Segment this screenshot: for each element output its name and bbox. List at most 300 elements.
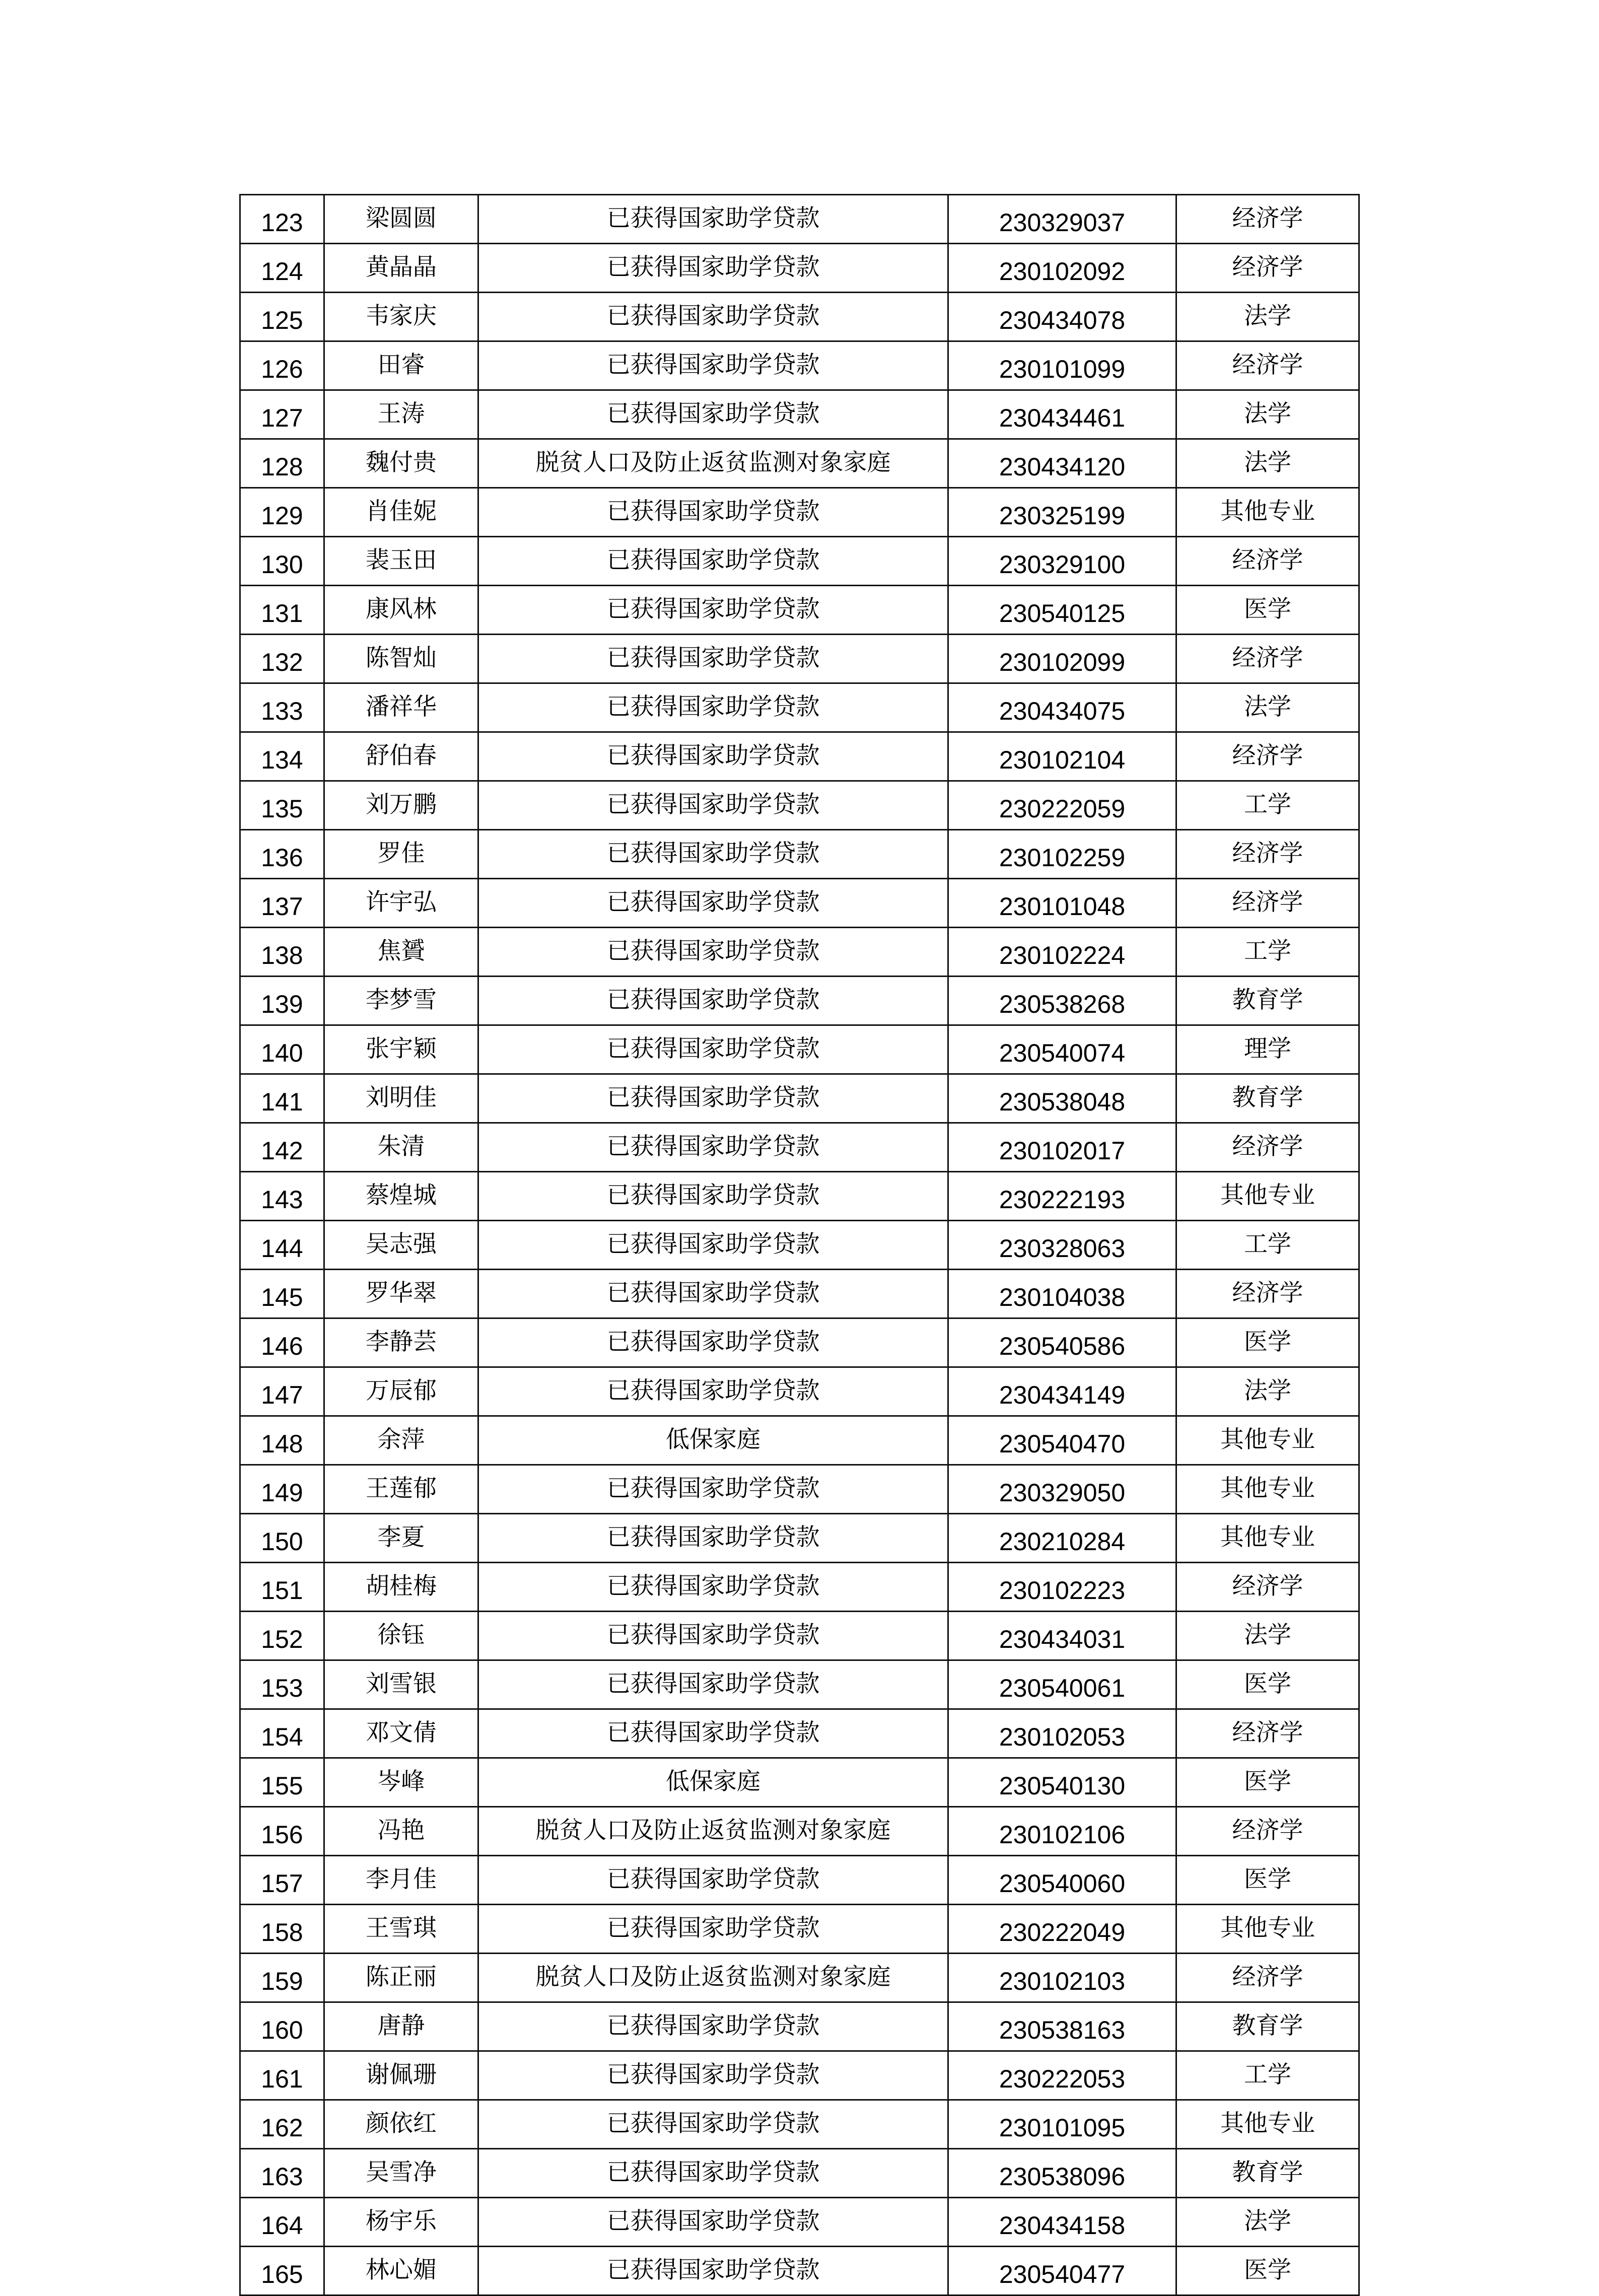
aid-category-cell — [478, 195, 948, 244]
student-name-text: 唐静 — [377, 2011, 425, 2040]
aid-category-cell — [478, 732, 948, 781]
student-id-cell: 230222193 — [948, 1172, 1176, 1221]
student-name-cell — [324, 1954, 478, 2002]
student-name-cell — [324, 195, 478, 244]
student-name-text: 王莲郁 — [366, 1474, 437, 1502]
table-row — [240, 1221, 1359, 1270]
major-cell — [1176, 1318, 1359, 1367]
aid-category-text: 已获得国家助学贷款 — [606, 692, 820, 721]
aid-category-text: 已获得国家助学贷款 — [606, 2109, 820, 2137]
major-cell — [1176, 2149, 1359, 2198]
table-row — [240, 1563, 1359, 1612]
aid-category-cell — [478, 1905, 948, 1954]
major-text: 其他专业 — [1220, 1181, 1315, 1209]
aid-category-cell — [478, 1563, 948, 1612]
student-name-text: 焦贇 — [377, 937, 425, 965]
row-number-cell: 150 — [240, 1514, 324, 1563]
major-text: 理学 — [1244, 1034, 1291, 1063]
major-cell — [1176, 1807, 1359, 1856]
major-text: 工学 — [1244, 2060, 1291, 2089]
row-number-cell: 144 — [240, 1221, 324, 1270]
student-name-cell — [324, 781, 478, 830]
major-cell — [1176, 2198, 1359, 2247]
student-name-text: 刘万鹏 — [366, 790, 437, 818]
student-id-cell: 230102104 — [948, 732, 1176, 781]
major-text: 医学 — [1244, 1328, 1291, 1356]
student-id-cell: 230434461 — [948, 390, 1176, 439]
row-number-cell: 135 — [240, 781, 324, 830]
table-row — [240, 1367, 1359, 1416]
aid-category-text: 已获得国家助学贷款 — [606, 1865, 820, 1893]
major-text: 医学 — [1244, 2256, 1291, 2284]
student-name-cell — [324, 977, 478, 1025]
aid-category-cell — [478, 1172, 948, 1221]
aid-category-cell — [478, 1709, 948, 1758]
major-text: 教育学 — [1232, 1083, 1303, 1111]
major-cell — [1176, 928, 1359, 977]
aid-category-cell — [478, 537, 948, 586]
aid-category-text: 已获得国家助学贷款 — [606, 1523, 820, 1551]
aid-category-cell — [478, 488, 948, 537]
row-number-cell: 129 — [240, 488, 324, 537]
student-id-cell: 230538048 — [948, 1074, 1176, 1123]
table-row — [240, 1807, 1359, 1856]
major-text: 医学 — [1244, 1865, 1291, 1893]
student-name-text: 裴玉田 — [366, 546, 437, 574]
major-cell — [1176, 879, 1359, 928]
major-text: 经济学 — [1232, 888, 1303, 916]
student-name-cell — [324, 1367, 478, 1416]
major-cell — [1176, 781, 1359, 830]
student-name-cell — [324, 439, 478, 488]
student-id-cell: 230540470 — [948, 1416, 1176, 1465]
aid-category-cell — [478, 683, 948, 732]
aid-category-cell — [478, 293, 948, 341]
row-number-cell: 143 — [240, 1172, 324, 1221]
major-cell — [1176, 293, 1359, 341]
aid-category-text: 已获得国家助学贷款 — [606, 2158, 820, 2186]
student-name-text: 潘祥华 — [366, 692, 437, 721]
major-cell — [1176, 977, 1359, 1025]
table-row — [240, 732, 1359, 781]
student-name-cell — [324, 293, 478, 341]
student-name-text: 罗佳 — [377, 839, 425, 867]
student-name-cell — [324, 390, 478, 439]
student-name-cell — [324, 2247, 478, 2295]
student-name-cell — [324, 683, 478, 732]
aid-category-text: 已获得国家助学贷款 — [606, 1621, 820, 1649]
student-name-cell — [324, 244, 478, 293]
student-name-cell — [324, 1172, 478, 1221]
major-text: 法学 — [1244, 302, 1291, 330]
aid-category-cell — [478, 1367, 948, 1416]
row-number-cell: 159 — [240, 1954, 324, 2002]
student-name-text: 刘雪银 — [366, 1669, 437, 1698]
major-text: 其他专业 — [1220, 2109, 1315, 2137]
major-cell — [1176, 488, 1359, 537]
row-number-cell: 158 — [240, 1905, 324, 1954]
aid-category-text: 已获得国家助学贷款 — [606, 546, 820, 574]
major-cell — [1176, 390, 1359, 439]
table-row — [240, 1856, 1359, 1905]
student-id-cell: 230434120 — [948, 439, 1176, 488]
major-text: 法学 — [1244, 1621, 1291, 1649]
student-id-cell: 230540074 — [948, 1025, 1176, 1074]
student-name-text: 胡桂梅 — [366, 1572, 437, 1600]
aid-category-cell — [478, 1660, 948, 1709]
student-id-cell: 230538163 — [948, 2002, 1176, 2051]
student-name-text: 朱清 — [377, 1132, 425, 1160]
major-cell — [1176, 244, 1359, 293]
table-row — [240, 1172, 1359, 1221]
aid-category-text: 已获得国家助学贷款 — [606, 1279, 820, 1307]
major-text: 工学 — [1244, 937, 1291, 965]
student-id-cell: 230102106 — [948, 1807, 1176, 1856]
row-number-cell: 157 — [240, 1856, 324, 1905]
student-id-cell: 230222049 — [948, 1905, 1176, 1954]
student-id-cell: 230101095 — [948, 2100, 1176, 2149]
student-id-cell: 230434078 — [948, 293, 1176, 341]
table-row — [240, 1954, 1359, 2002]
student-name-text: 吴雪净 — [366, 2158, 437, 2186]
table-row — [240, 293, 1359, 341]
student-name-text: 林心媚 — [366, 2256, 437, 2284]
major-text: 法学 — [1244, 2207, 1291, 2235]
table-row — [240, 928, 1359, 977]
aid-category-text: 脱贫人口及防止返贫监测对象家庭 — [535, 1816, 891, 1844]
row-number-cell: 136 — [240, 830, 324, 879]
aid-category-text: 已获得国家助学贷款 — [606, 839, 820, 867]
aid-category-text: 已获得国家助学贷款 — [606, 399, 820, 428]
aid-category-text: 脱贫人口及防止返贫监测对象家庭 — [535, 448, 891, 476]
student-name-text: 许宇弘 — [366, 888, 437, 916]
student-id-cell: 230102017 — [948, 1123, 1176, 1172]
student-name-text: 舒伯春 — [366, 741, 437, 770]
student-name-cell — [324, 2198, 478, 2247]
table-row — [240, 635, 1359, 683]
row-number-cell: 125 — [240, 293, 324, 341]
aid-category-text: 已获得国家助学贷款 — [606, 986, 820, 1014]
major-cell — [1176, 1172, 1359, 1221]
student-name-text: 余萍 — [377, 1425, 425, 1453]
major-text: 经济学 — [1232, 1963, 1303, 1991]
aid-category-cell — [478, 2247, 948, 2295]
major-text: 经济学 — [1232, 546, 1303, 574]
aid-category-text: 已获得国家助学贷款 — [606, 497, 820, 525]
student-id-cell: 230325199 — [948, 488, 1176, 537]
student-name-cell — [324, 1270, 478, 1318]
aid-category-cell — [478, 2002, 948, 2051]
student-name-cell — [324, 586, 478, 635]
major-cell — [1176, 1856, 1359, 1905]
major-text: 教育学 — [1232, 2158, 1303, 2186]
row-number-cell: 155 — [240, 1758, 324, 1807]
student-name-cell — [324, 879, 478, 928]
aid-category-text: 已获得国家助学贷款 — [606, 1230, 820, 1258]
row-number-cell: 164 — [240, 2198, 324, 2247]
major-cell — [1176, 2002, 1359, 2051]
student-name-text: 谢佩珊 — [366, 2060, 437, 2089]
student-name-text: 蔡煌城 — [366, 1181, 437, 1209]
major-text: 经济学 — [1232, 1279, 1303, 1307]
row-number-cell: 154 — [240, 1709, 324, 1758]
major-cell — [1176, 1758, 1359, 1807]
major-text: 经济学 — [1232, 644, 1303, 672]
aid-category-cell — [478, 439, 948, 488]
major-cell — [1176, 2247, 1359, 2295]
major-cell — [1176, 2051, 1359, 2100]
major-text: 其他专业 — [1220, 1474, 1315, 1502]
student-name-cell — [324, 635, 478, 683]
aid-category-text: 低保家庭 — [666, 1425, 760, 1453]
student-id-cell: 230222053 — [948, 2051, 1176, 2100]
aid-category-text: 已获得国家助学贷款 — [606, 1181, 820, 1209]
major-cell — [1176, 683, 1359, 732]
student-name-cell — [324, 1905, 478, 1954]
table-row — [240, 341, 1359, 390]
student-id-cell: 230329037 — [948, 195, 1176, 244]
student-name-text: 刘明佳 — [366, 1083, 437, 1111]
student-name-text: 张宇颖 — [366, 1034, 437, 1063]
student-id-cell: 230104038 — [948, 1270, 1176, 1318]
table-row — [240, 1123, 1359, 1172]
student-name-cell — [324, 2100, 478, 2149]
aid-category-text: 已获得国家助学贷款 — [606, 888, 820, 916]
student-id-cell: 230102224 — [948, 928, 1176, 977]
row-number-cell: 162 — [240, 2100, 324, 2149]
student-name-text: 杨宇乐 — [366, 2207, 437, 2235]
student-name-cell — [324, 732, 478, 781]
student-id-cell: 230538096 — [948, 2149, 1176, 2198]
major-cell — [1176, 1514, 1359, 1563]
table-row — [240, 244, 1359, 293]
aid-category-text: 已获得国家助学贷款 — [606, 644, 820, 672]
major-text: 其他专业 — [1220, 1425, 1315, 1453]
major-text: 法学 — [1244, 1376, 1291, 1405]
student-name-cell — [324, 2002, 478, 2051]
aid-category-text: 已获得国家助学贷款 — [606, 595, 820, 623]
row-number-cell: 132 — [240, 635, 324, 683]
aid-category-text: 已获得国家助学贷款 — [606, 302, 820, 330]
aid-category-cell — [478, 1221, 948, 1270]
major-text: 医学 — [1244, 1767, 1291, 1795]
major-cell — [1176, 1709, 1359, 1758]
student-name-text: 康风林 — [366, 595, 437, 623]
major-cell — [1176, 341, 1359, 390]
row-number-cell: 149 — [240, 1465, 324, 1514]
student-name-text: 李月佳 — [366, 1865, 437, 1893]
student-name-cell — [324, 537, 478, 586]
aid-category-cell — [478, 1954, 948, 2002]
major-cell — [1176, 586, 1359, 635]
table-body — [240, 195, 1359, 2295]
aid-category-text: 已获得国家助学贷款 — [606, 1474, 820, 1502]
row-number-cell: 160 — [240, 2002, 324, 2051]
student-name-cell — [324, 1807, 478, 1856]
aid-category-text: 已获得国家助学贷款 — [606, 1376, 820, 1405]
aid-category-cell — [478, 1123, 948, 1172]
student-name-cell — [324, 1758, 478, 1807]
table-row — [240, 2198, 1359, 2247]
major-text: 经济学 — [1232, 1132, 1303, 1160]
aid-category-cell — [478, 928, 948, 977]
major-cell — [1176, 439, 1359, 488]
student-id-cell: 230540060 — [948, 1856, 1176, 1905]
aid-category-cell — [478, 1856, 948, 1905]
row-number-cell: 146 — [240, 1318, 324, 1367]
table-row — [240, 1905, 1359, 1954]
student-name-cell — [324, 488, 478, 537]
student-aid-table — [239, 194, 1360, 2296]
aid-category-cell — [478, 977, 948, 1025]
student-id-cell: 230329100 — [948, 537, 1176, 586]
major-cell — [1176, 1465, 1359, 1514]
major-text: 医学 — [1244, 1669, 1291, 1698]
student-name-text: 邓文倩 — [366, 1718, 437, 1747]
major-text: 经济学 — [1232, 839, 1303, 867]
row-number-cell: 152 — [240, 1612, 324, 1660]
aid-category-text: 低保家庭 — [666, 1767, 760, 1795]
table-row — [240, 2002, 1359, 2051]
table-row — [240, 537, 1359, 586]
student-name-text: 李梦雪 — [366, 986, 437, 1014]
major-text: 法学 — [1244, 399, 1291, 428]
student-id-cell: 230222059 — [948, 781, 1176, 830]
row-number-cell: 140 — [240, 1025, 324, 1074]
aid-category-cell — [478, 586, 948, 635]
aid-category-text: 已获得国家助学贷款 — [606, 2256, 820, 2284]
aid-category-cell — [478, 1807, 948, 1856]
row-number-cell: 145 — [240, 1270, 324, 1318]
aid-category-text: 已获得国家助学贷款 — [606, 790, 820, 818]
table-row — [240, 1758, 1359, 1807]
row-number-cell: 161 — [240, 2051, 324, 2100]
aid-category-cell — [478, 1074, 948, 1123]
student-name-text: 徐钰 — [377, 1621, 425, 1649]
aid-category-text: 已获得国家助学贷款 — [606, 1132, 820, 1160]
table-row — [240, 1514, 1359, 1563]
major-cell — [1176, 1563, 1359, 1612]
student-name-cell — [324, 1514, 478, 1563]
student-name-cell — [324, 341, 478, 390]
major-cell — [1176, 1270, 1359, 1318]
table-row — [240, 1025, 1359, 1074]
major-text: 法学 — [1244, 692, 1291, 721]
aid-category-cell — [478, 2051, 948, 2100]
student-name-text: 魏付贵 — [366, 448, 437, 476]
table-row — [240, 1612, 1359, 1660]
student-name-cell — [324, 1856, 478, 1905]
student-name-cell — [324, 1025, 478, 1074]
row-number-cell: 123 — [240, 195, 324, 244]
table-row — [240, 195, 1359, 244]
table-row — [240, 2247, 1359, 2295]
aid-category-text: 已获得国家助学贷款 — [606, 1328, 820, 1356]
student-name-text: 万辰郁 — [366, 1376, 437, 1405]
aid-category-text: 已获得国家助学贷款 — [606, 1914, 820, 1942]
student-id-cell: 230102103 — [948, 1954, 1176, 2002]
table-row — [240, 1318, 1359, 1367]
major-text: 医学 — [1244, 595, 1291, 623]
aid-category-text: 已获得国家助学贷款 — [606, 204, 820, 232]
student-name-cell — [324, 2149, 478, 2198]
major-cell — [1176, 1612, 1359, 1660]
student-id-cell: 230329050 — [948, 1465, 1176, 1514]
student-id-cell: 230102259 — [948, 830, 1176, 879]
row-number-cell: 165 — [240, 2247, 324, 2295]
student-name-cell — [324, 1612, 478, 1660]
table-row — [240, 1465, 1359, 1514]
major-cell — [1176, 537, 1359, 586]
table-row — [240, 1416, 1359, 1465]
aid-category-cell — [478, 1025, 948, 1074]
row-number-cell: 153 — [240, 1660, 324, 1709]
major-cell — [1176, 732, 1359, 781]
student-name-cell — [324, 1660, 478, 1709]
aid-category-text: 已获得国家助学贷款 — [606, 937, 820, 965]
row-number-cell: 134 — [240, 732, 324, 781]
aid-category-text: 已获得国家助学贷款 — [606, 253, 820, 281]
student-id-cell: 230102099 — [948, 635, 1176, 683]
major-text: 教育学 — [1232, 986, 1303, 1014]
major-text: 经济学 — [1232, 204, 1303, 232]
student-id-cell: 230101048 — [948, 879, 1176, 928]
aid-category-cell — [478, 341, 948, 390]
student-name-text: 颜依红 — [366, 2109, 437, 2137]
table-row — [240, 488, 1359, 537]
row-number-cell: 138 — [240, 928, 324, 977]
student-name-cell — [324, 1074, 478, 1123]
aid-category-cell — [478, 2100, 948, 2149]
student-name-text: 王雪琪 — [366, 1914, 437, 1942]
major-text: 教育学 — [1232, 2011, 1303, 2040]
aid-category-cell — [478, 830, 948, 879]
student-name-cell — [324, 1123, 478, 1172]
student-name-text: 黄晶晶 — [366, 253, 437, 281]
aid-category-text: 已获得国家助学贷款 — [606, 1669, 820, 1698]
table-row — [240, 977, 1359, 1025]
aid-category-cell — [478, 1270, 948, 1318]
major-cell — [1176, 1367, 1359, 1416]
major-cell — [1176, 195, 1359, 244]
major-text: 法学 — [1244, 448, 1291, 476]
student-name-text: 罗华翠 — [366, 1279, 437, 1307]
row-number-cell: 148 — [240, 1416, 324, 1465]
aid-category-text: 已获得国家助学贷款 — [606, 351, 820, 379]
row-number-cell: 126 — [240, 341, 324, 390]
table-row — [240, 830, 1359, 879]
student-id-cell: 230102223 — [948, 1563, 1176, 1612]
aid-category-text: 已获得国家助学贷款 — [606, 2011, 820, 2040]
major-cell — [1176, 1660, 1359, 1709]
aid-category-text: 已获得国家助学贷款 — [606, 1572, 820, 1600]
row-number-cell: 127 — [240, 390, 324, 439]
student-name-cell — [324, 1221, 478, 1270]
major-cell — [1176, 1954, 1359, 2002]
aid-category-cell — [478, 879, 948, 928]
major-text: 经济学 — [1232, 1718, 1303, 1747]
student-name-text: 吴志强 — [366, 1230, 437, 1258]
aid-category-cell — [478, 1416, 948, 1465]
aid-category-cell — [478, 1514, 948, 1563]
student-name-text: 陈智灿 — [366, 644, 437, 672]
student-id-cell: 230434075 — [948, 683, 1176, 732]
student-name-text: 李静芸 — [366, 1328, 437, 1356]
student-id-cell: 230434149 — [948, 1367, 1176, 1416]
aid-category-text: 已获得国家助学贷款 — [606, 1083, 820, 1111]
aid-category-cell — [478, 781, 948, 830]
student-name-text: 田睿 — [377, 351, 425, 379]
